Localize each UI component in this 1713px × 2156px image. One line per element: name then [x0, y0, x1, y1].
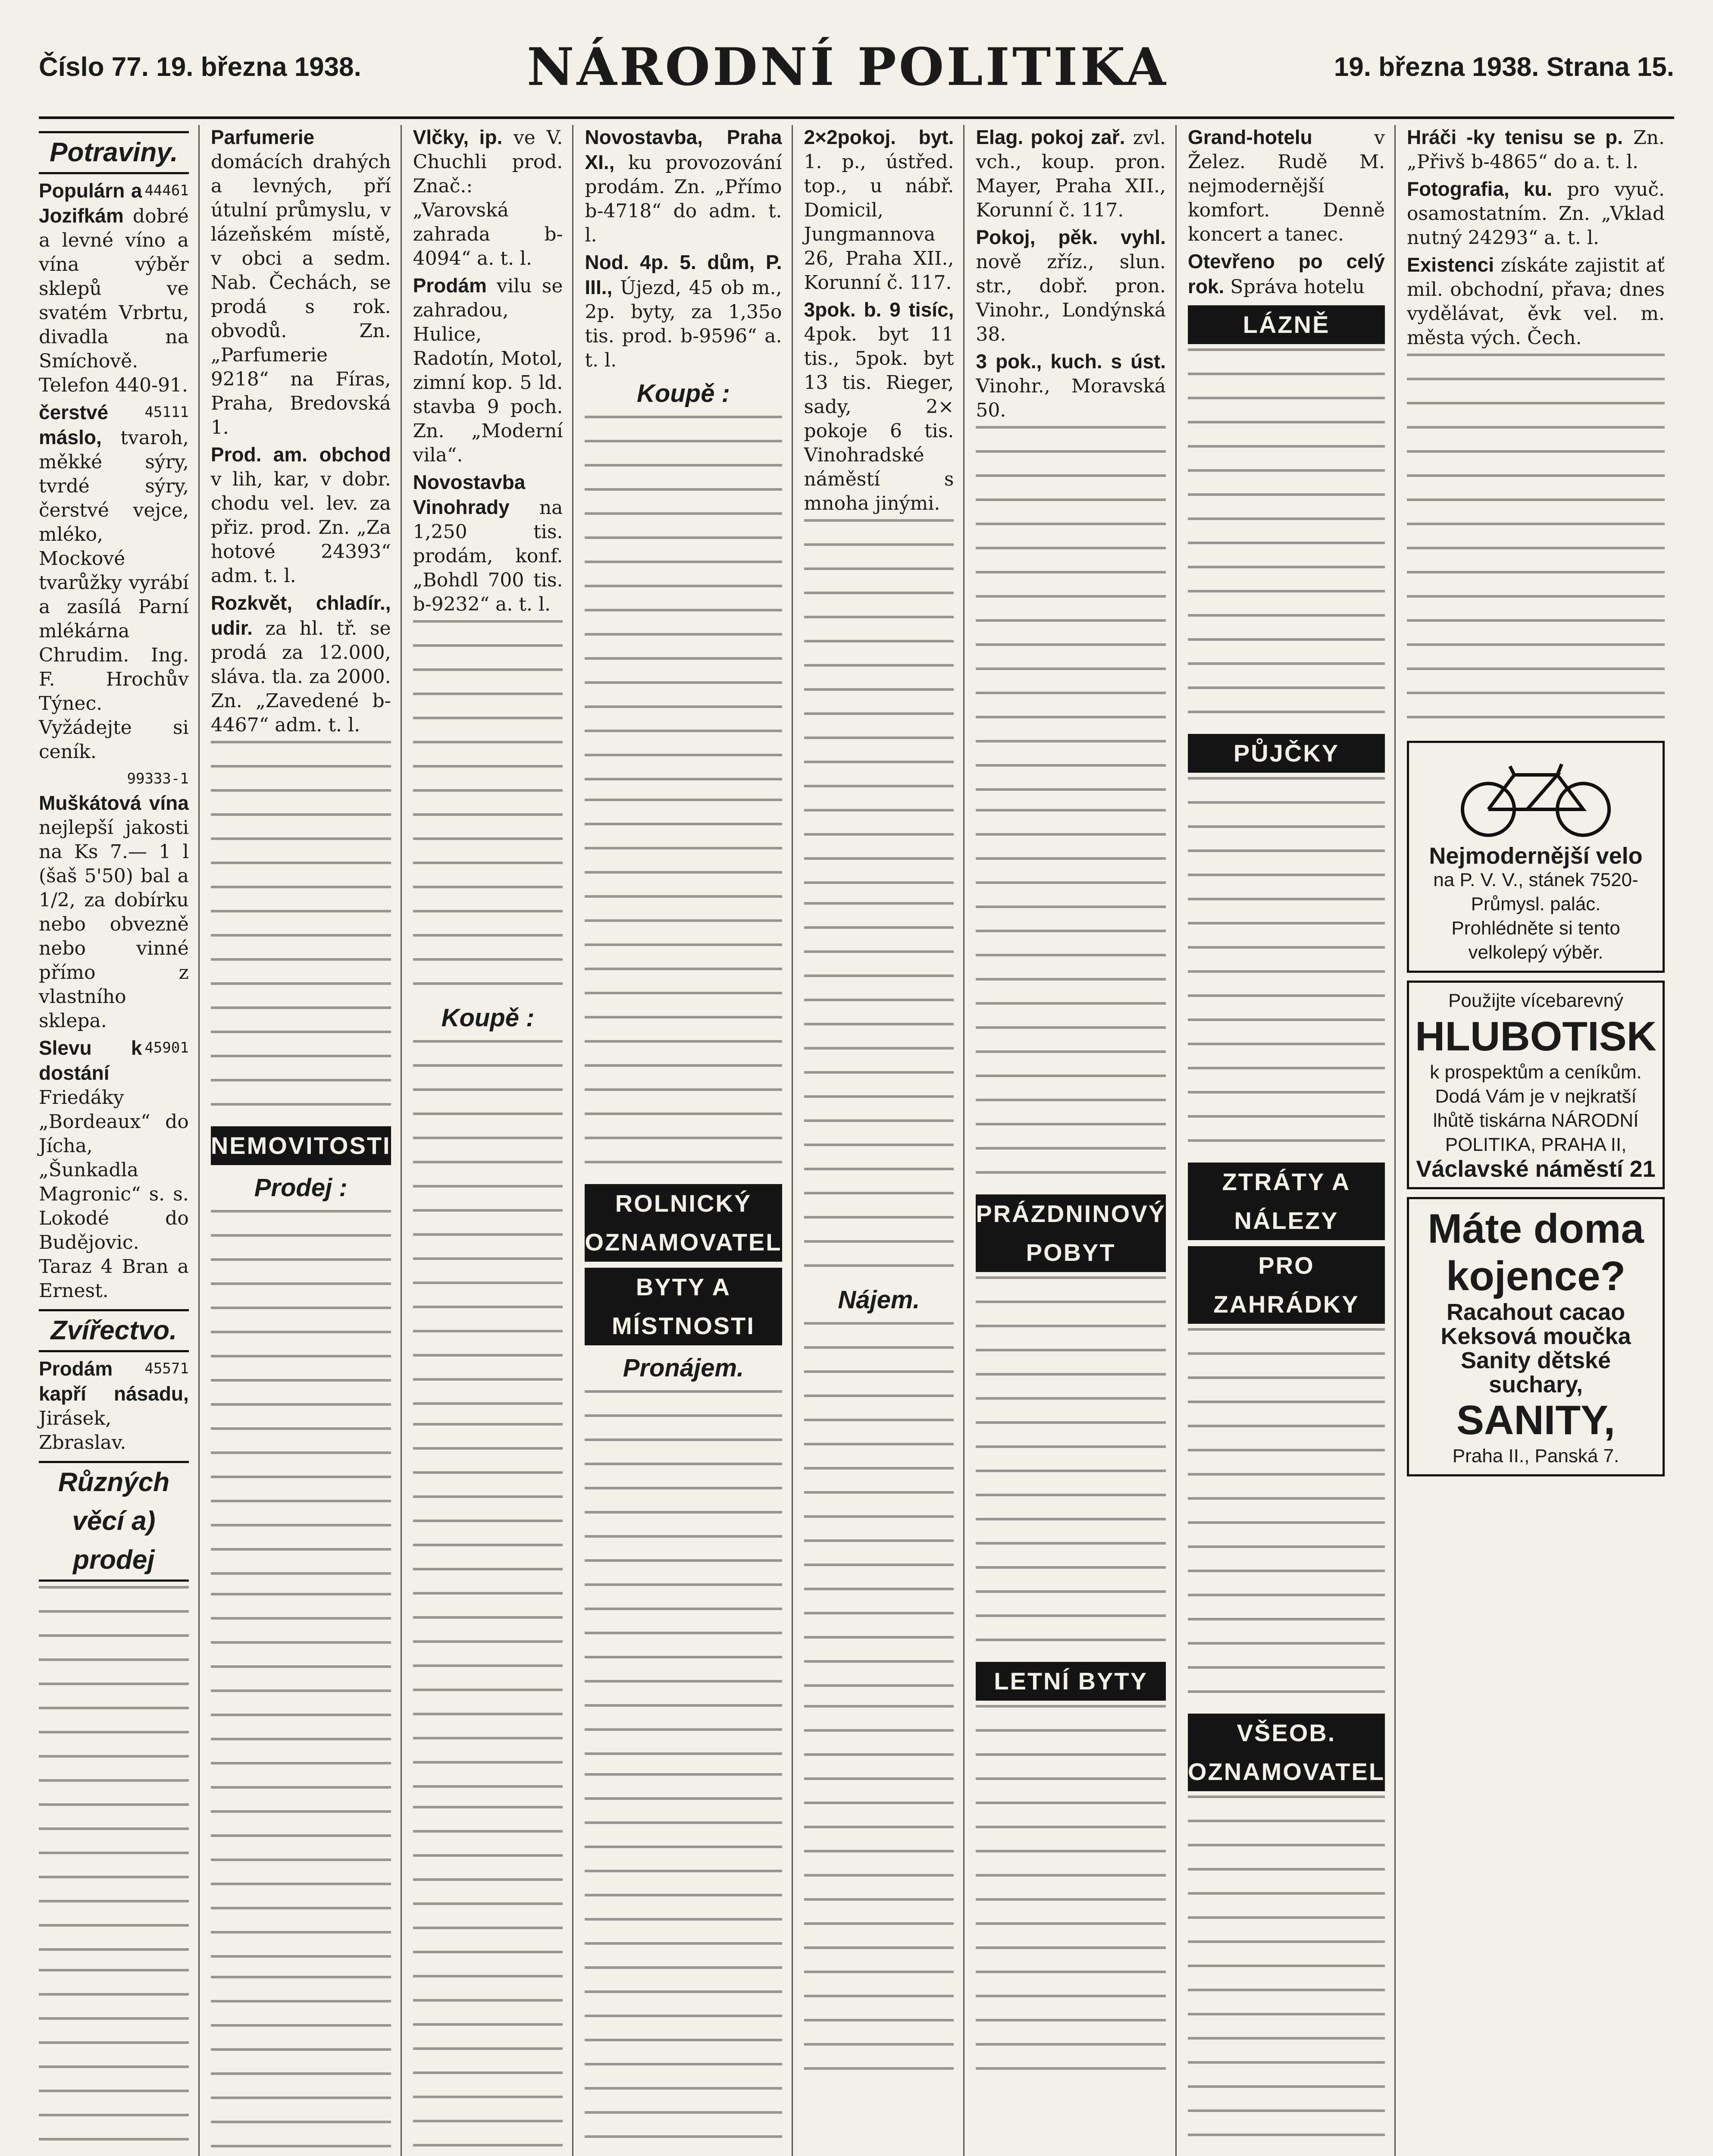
- classified-ad: Vlčky, ip. ve V. Chuchli prod. Znač.: „Varovská zahrada b-4094“ a. t. l.: [413, 126, 563, 270]
- classified-ad: Parfumerie domácích drahých a levných, pří útulní průmyslu, v lázeňském místě, v obci a sedm. Nab. Čechách, se prodá s rok. obvodů. Zn. „Parfumerie 9218“ na Fíras, Praha, Bredovská 1.: [210, 126, 391, 439]
- masthead: [39, 17, 1674, 119]
- classified-ad: 3 pok., kuch. s úst. Vinohr., Moravská 50.: [976, 350, 1166, 421]
- section-bar-lost-found: ZTRÁTY A NÁLEZY: [1188, 1163, 1385, 1240]
- classified-ad: Grand-hotelu v Želez. Rudě M. nejmodernější komfort. Denně koncert a tanec.: [1187, 126, 1385, 245]
- subsection-rent: Pronájem.: [623, 1354, 744, 1382]
- newspaper-title: NÁRODNÍ POLITIKA: [526, 36, 1168, 97]
- column-2: [211, 125, 402, 2156]
- classified-ad: Fotografia, ku. pro vyuč. osamostatním. Zn. „Vklad nutný 24293“ a. t. l.: [1407, 178, 1665, 249]
- text-block: [976, 1276, 1166, 1656]
- section-bar-real-estate: NEMOVITOSTI: [211, 1126, 391, 1165]
- classified-ad: 45111 čerstvé máslo, tvaroh, měkké sýry, tvrdé sýry, čerstvé vejce, mléko, Mockové tvarůžky vyrábí a zasílá Parní mlékárna Chrudim. Ing. F. Hrochův Týnec. Vyžádejte si ceník.: [39, 401, 189, 763]
- subsection-lease: Nájem.: [838, 1286, 920, 1314]
- sanity-product: Keksová moučka: [1441, 1323, 1631, 1349]
- classified-ad: 3pok. b. 9 tisíc, 4pok. byt 11 tis., 5pok. byt 13 tis. Rieger, sady, 2× pokoje 6 tis. Vinohradské náměstí s mnoha jinými.: [804, 298, 954, 514]
- text-block: [976, 809, 1166, 1188]
- column-3: [413, 125, 574, 2156]
- text-block: [211, 1976, 391, 2156]
- classified-ad: Elag. pokoj zař. zvl. vch., koup. pron. Mayer, Praha XII., Korunní č. 117.: [976, 126, 1166, 221]
- issue-number: Číslo 77. 19. března 1938.: [39, 52, 361, 82]
- text-block: [976, 426, 1166, 805]
- text-block: [1188, 1796, 1385, 2156]
- text-block: [804, 1705, 954, 2084]
- text-block: [413, 620, 563, 1000]
- sanity-ad: [1407, 1197, 1665, 1476]
- text-block: [804, 902, 954, 1282]
- subsection-purchase: Koupě :: [441, 1004, 535, 1032]
- classified-ad: Otevřeno po celý rok. Správa hotelu: [1187, 250, 1385, 298]
- sanity-product: Sanity dětské suchary,: [1460, 1348, 1611, 1398]
- text-block: [585, 1773, 782, 2153]
- classified-ad: Novostavba, Praha XI., ku provozování prodám. Zn. „Přímo b-4718“ do adm. t. l.: [585, 126, 782, 246]
- section-heading-animals: Zvířectvo.: [39, 1309, 189, 1352]
- section-bar-spa: LÁZNĚ: [1188, 305, 1385, 344]
- velo-text: na P. V. V., stánek 7520- Průmysl. palác.: [1433, 869, 1638, 915]
- section-bar-loans: PŮJČKY: [1188, 734, 1385, 773]
- classified-ad: Hráči -ky tenisu se p. Zn. „Přivš b-4865“ do a. t. l.: [1407, 126, 1665, 173]
- column-1: [39, 125, 200, 2156]
- hlubotisk-line: Použijte vícebarevný: [1448, 990, 1624, 1011]
- sanity-brand: SANITY,: [1456, 1397, 1616, 1443]
- classified-ad: 45571 Prodám kapří násadu, Jirásek, Zbraslav.: [39, 1357, 189, 1454]
- text-block: [585, 799, 782, 1178]
- text-block: [413, 1423, 563, 1802]
- text-block: [1407, 354, 1665, 733]
- section-bar-apartments: BYTY A MÍSTNOSTI: [585, 1268, 782, 1345]
- hlubotisk-line: Dodá Vám je v nejkratší lhůtě tiskárna NÁRODNÍ POLITIKA, PRAHA II,: [1433, 1086, 1639, 1155]
- subsection-purchase: Koupě :: [637, 379, 730, 407]
- text-block: [585, 416, 782, 795]
- text-block: [39, 1969, 189, 2156]
- classified-ad: Rozkvět, chladír., udir. za hl. tř. se prodá za 12.000, sláva. tla. za 2000. Zn. „Zavedené b-4467“ adm. t. l.: [210, 592, 391, 736]
- text-block: [39, 1586, 189, 1965]
- text-block: [413, 1040, 563, 1420]
- section-bar-gardens: PRO ZAHRÁDKY: [1188, 1246, 1385, 1324]
- hlubotisk-ad: [1407, 981, 1665, 1189]
- section-bar-holiday: PRÁZDNINOVÝ POBYT: [976, 1194, 1166, 1272]
- velo-note: Prohlédněte si tento velkolepý výběr.: [1451, 918, 1620, 963]
- hlubotisk-address: Václavské náměstí 21: [1416, 1156, 1656, 1182]
- velo-title: Nejmodernější velo: [1429, 843, 1643, 869]
- subsection-sale: Prodej :: [254, 1174, 348, 1202]
- text-block: [976, 1705, 1166, 2084]
- classified-ad: Prodám vilu se zahradou, Hulice, Radotín, Motol, zimní kop. 5 ld. stavba 9 poch. Zn. „Moderní vila“.: [413, 274, 563, 466]
- classified-ad: Prod. am. obchod v lih, kar, v dobr. chodu vel. lev. za přiz. prod. Zn. „Za hotové 24393“ adm. t. l.: [210, 443, 391, 587]
- classifieds-page: [39, 125, 1674, 2156]
- classified-ad: 99333-1 Muškátová vína nejlepší jakosti na Ks 7.— 1 l (šaš 5'50) bal a 1/2, za dobírku nebo obvezně nebo vinné přímo z vlastního sklepa.: [39, 770, 189, 1032]
- hlubotisk-title: HLUBOTISK: [1415, 1013, 1657, 1059]
- classified-ad: 44461 Populárn a Jozifkám dobré a levné víno a vína výběr sklepů ve svatém Vrbrtu, divadla na Smíchově. Telefon 440-91.: [39, 179, 189, 396]
- text-block: [211, 1210, 391, 1589]
- bicycle-icon: [1454, 753, 1618, 840]
- section-bar-farm: ROLNICKÝ OZNAMOVATEL: [585, 1184, 782, 1262]
- classified-ad: 2×2pokoj. byt. 1. p., ústřed. top., u nábř. Domicil, Jungmannova 26, Praha XII., Korunní č. 117.: [804, 126, 954, 294]
- text-block: [804, 519, 954, 899]
- sanity-address: Praha II., Panská 7.: [1452, 1445, 1619, 1467]
- column-5: [804, 125, 965, 2156]
- text-block: [1188, 1328, 1385, 1708]
- classified-ad: Pokoj, pěk. vyhl. nově zříz., slun. str., dobř. pron. Vinohr., Londýnská 38.: [976, 226, 1166, 345]
- sanity-product: Racahout cacao: [1446, 1299, 1625, 1325]
- section-bar-general-notices: VŠEOB. OZNAMOVATEL: [1188, 1714, 1385, 1791]
- section-heading-misc-sale: Různých věcí a) prodej: [39, 1461, 189, 1582]
- text-block: [1188, 777, 1385, 1156]
- text-block: [1188, 348, 1385, 728]
- text-block: [585, 1390, 782, 1770]
- date-page: 19. března 1938. Strana 15.: [1334, 52, 1674, 82]
- text-block: [211, 741, 391, 1120]
- text-block: [804, 1322, 954, 1702]
- column-4: [585, 125, 792, 2156]
- column-8: [1407, 125, 1674, 2156]
- classified-ad: Nod. 4p. 5. dům, P. III., Újezd, 45 ob m., 2p. byty, za 1,35o tis. prod. b-9596“ a. t. l.: [585, 251, 782, 371]
- classified-ad: 45901 Slevu k dostání Friedáky „Bordeaux“ do Jícha, „Šunkadla Magronic“ s. s. Lokodé do Budějovic. Taraz 4 Bran a Ernest.: [39, 1037, 189, 1302]
- classified-ad: Novostavba Vinohrady na 1,250 tis. prodám, konf. „Bohdl 700 tis. b-9232“ a. t. l.: [413, 471, 563, 615]
- text-block: [211, 1593, 391, 1972]
- hlubotisk-line: k prospektům a ceníkům.: [1430, 1062, 1642, 1083]
- section-bar-summer-flats: LETNÍ BYTY: [976, 1662, 1166, 1701]
- bicycle-ad: [1407, 741, 1665, 973]
- text-block: [413, 1806, 563, 2156]
- classified-ad: Existenci získáte zajistit ať mil. obchodní, přava; dnes vydělávat, ěvk vel. m. města vých. Čech.: [1407, 254, 1665, 349]
- sanity-title: Máte doma kojence?: [1428, 1206, 1644, 1299]
- column-7: [1188, 125, 1396, 2156]
- section-heading-food: Potraviny.: [39, 131, 189, 174]
- column-6: [976, 125, 1177, 2156]
